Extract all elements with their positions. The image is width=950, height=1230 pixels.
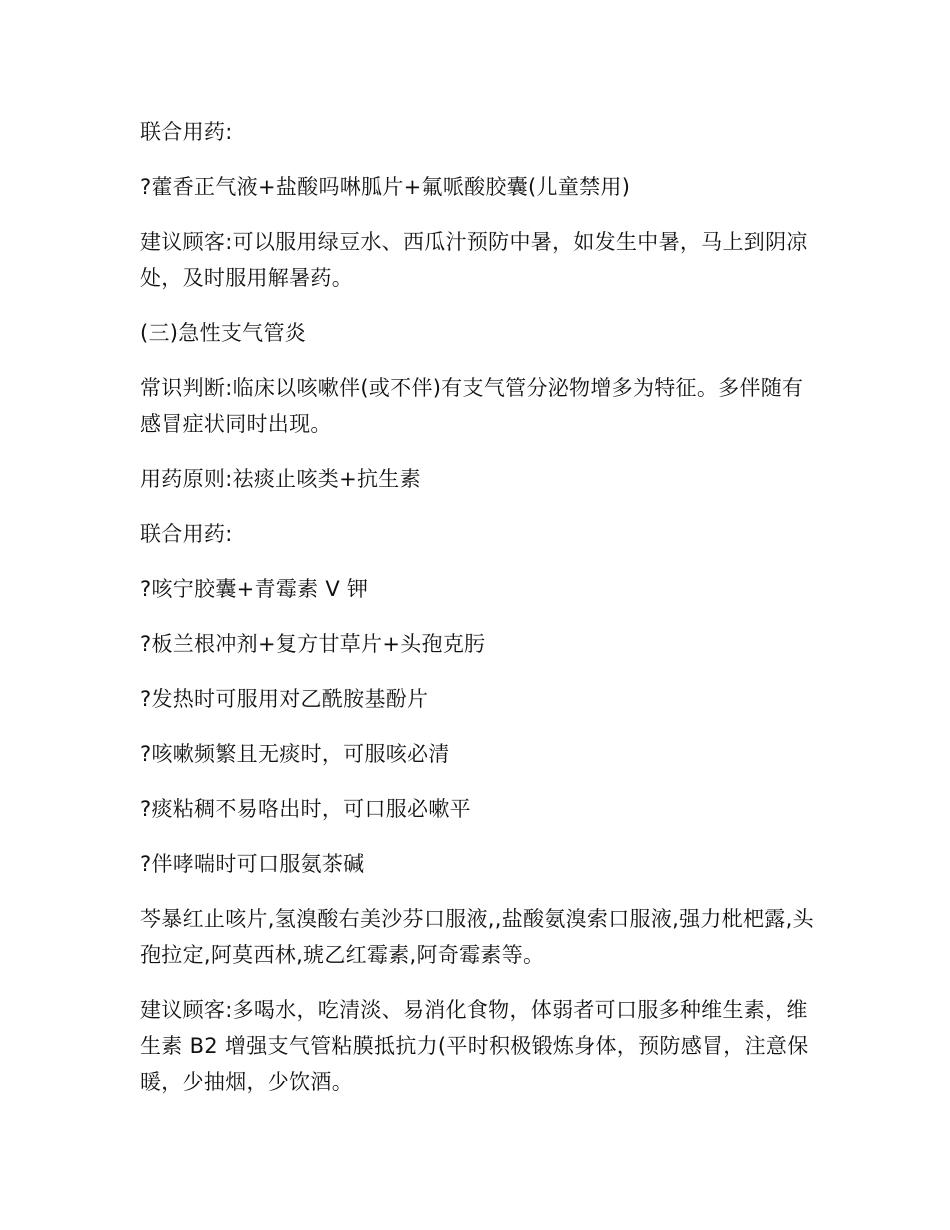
medication-combo-item: ?发热时可服用对乙酰胺基酚片: [140, 687, 429, 711]
medication-combo-item: ?藿香正气液+盐酸吗啉胍片+氟哌酸胶囊(儿童禁用): [140, 175, 631, 199]
section-heading-acute-bronchitis: (三)急性支气管炎: [140, 321, 307, 345]
medication-combo-item: ?咳宁胶囊+青霉素 V 钾: [140, 577, 369, 601]
document-body: [140, 114, 820, 1119]
medication-combo-item: ?伴哮喘时可口服氨茶碱: [140, 852, 365, 876]
medication-combo-item: ?板兰根冲剂+复方甘草片+头孢克肟: [140, 632, 486, 656]
drug-list-paragraph: 芩暴红止咳片,氢溴酸右美沙芬口服液,,盐酸氨溴索口服液,强力枇杷露,头孢拉定,阿莫西林,琥乙红霉素,阿奇霉素等。: [140, 907, 814, 967]
combined-medication-heading: 联合用药:: [140, 522, 233, 546]
customer-advice-paragraph: 建议顾客:可以服用绿豆水、西瓜汁预防中暑，如发生中暑，马上到阴凉处，及时服用解暑药。: [140, 230, 808, 290]
medication-combo-item: ?咳嗽频繁且无痰时，可服咳必清: [140, 742, 450, 766]
combined-medication-heading: 联合用药:: [140, 120, 233, 144]
customer-advice-paragraph: 建议顾客:多喝水，吃清淡、易消化食物，体弱者可口服多种维生素，维生素 B2 增强支气管粘膜抵抗力(平时积极锻炼身体，预防感冒，注意保暖，少抽烟，少饮酒。: [140, 998, 809, 1094]
medication-combo-item: ?痰粘稠不易咯出时，可口服必嗽平: [140, 797, 471, 821]
medication-principle-paragraph: 用药原则:祛痰止咳类+抗生素: [140, 467, 421, 491]
common-sense-judgment-paragraph: 常识判断:临床以咳嗽伴(或不伴)有支气管分泌物增多为特征。多伴随有感冒症状同时出现。: [140, 376, 804, 436]
